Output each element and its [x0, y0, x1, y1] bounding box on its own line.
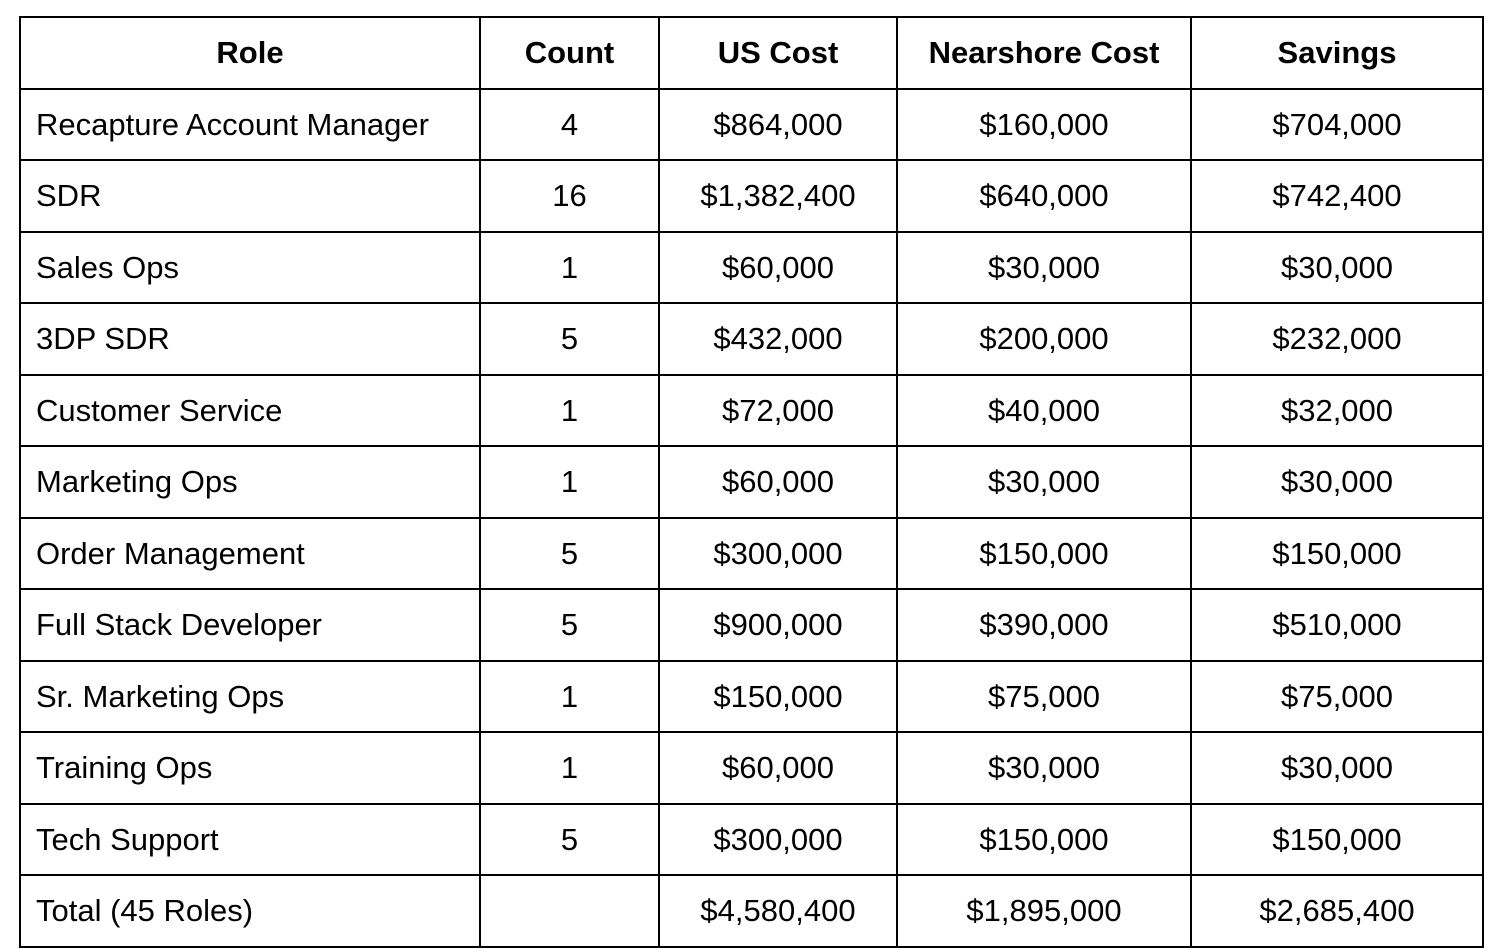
table-row: [20, 732, 1483, 804]
table-row: [20, 89, 1483, 161]
cell-count: 1: [480, 732, 659, 804]
cell-nearshore-cost: $640,000: [897, 160, 1191, 232]
table-row: [20, 518, 1483, 590]
cell-role: Tech Support: [20, 804, 480, 876]
cell-savings: $232,000: [1191, 303, 1483, 375]
header-nearshore-cost: Nearshore Cost: [897, 17, 1191, 89]
cell-savings: $150,000: [1191, 804, 1483, 876]
table-row: [20, 589, 1483, 661]
cell-role: Recapture Account Manager: [20, 89, 480, 161]
cell-nearshore-cost: $75,000: [897, 661, 1191, 733]
cell-us-cost: $900,000: [659, 589, 897, 661]
cell-role: 3DP SDR: [20, 303, 480, 375]
cell-count: 1: [480, 232, 659, 304]
cell-count: 5: [480, 589, 659, 661]
cell-savings: $30,000: [1191, 446, 1483, 518]
table-row: [20, 232, 1483, 304]
cell-role: Full Stack Developer: [20, 589, 480, 661]
cell-us-cost: $1,382,400: [659, 160, 897, 232]
cell-nearshore-cost: $200,000: [897, 303, 1191, 375]
header-count: Count: [480, 17, 659, 89]
cell-role: Customer Service: [20, 375, 480, 447]
total-nearshore-cost: $1,895,000: [897, 875, 1191, 947]
cell-count: 1: [480, 446, 659, 518]
cell-us-cost: $150,000: [659, 661, 897, 733]
cell-role: SDR: [20, 160, 480, 232]
cell-nearshore-cost: $30,000: [897, 446, 1191, 518]
cell-savings: $150,000: [1191, 518, 1483, 590]
header-savings: Savings: [1191, 17, 1483, 89]
cell-us-cost: $60,000: [659, 446, 897, 518]
total-row: [20, 875, 1483, 947]
cell-nearshore-cost: $30,000: [897, 232, 1191, 304]
table-row: [20, 661, 1483, 733]
cell-count: 1: [480, 375, 659, 447]
cell-savings: $32,000: [1191, 375, 1483, 447]
table-row: [20, 303, 1483, 375]
cell-us-cost: $60,000: [659, 232, 897, 304]
total-us-cost: $4,580,400: [659, 875, 897, 947]
cell-role: Order Management: [20, 518, 480, 590]
table-row: [20, 446, 1483, 518]
cell-nearshore-cost: $40,000: [897, 375, 1191, 447]
cell-savings: $30,000: [1191, 732, 1483, 804]
cell-savings: $30,000: [1191, 232, 1483, 304]
total-label: Total (45 Roles): [20, 875, 480, 947]
cell-savings: $75,000: [1191, 661, 1483, 733]
cell-nearshore-cost: $30,000: [897, 732, 1191, 804]
cell-us-cost: $864,000: [659, 89, 897, 161]
cell-nearshore-cost: $150,000: [897, 804, 1191, 876]
cell-role: Marketing Ops: [20, 446, 480, 518]
cell-count: 1: [480, 661, 659, 733]
cell-savings: $704,000: [1191, 89, 1483, 161]
cell-nearshore-cost: $390,000: [897, 589, 1191, 661]
cell-nearshore-cost: $160,000: [897, 89, 1191, 161]
cell-role: Training Ops: [20, 732, 480, 804]
cell-count: 16: [480, 160, 659, 232]
cell-count: 4: [480, 89, 659, 161]
table-row: [20, 804, 1483, 876]
total-count: [480, 875, 659, 947]
cell-us-cost: $300,000: [659, 804, 897, 876]
table-row: [20, 160, 1483, 232]
header-us-cost: US Cost: [659, 17, 897, 89]
cell-us-cost: $72,000: [659, 375, 897, 447]
cell-role: Sr. Marketing Ops: [20, 661, 480, 733]
cell-count: 5: [480, 303, 659, 375]
cost-comparison-table: [19, 16, 1484, 948]
total-savings: $2,685,400: [1191, 875, 1483, 947]
table-header-row: [20, 17, 1483, 89]
table-row: [20, 375, 1483, 447]
cell-count: 5: [480, 804, 659, 876]
header-role: Role: [20, 17, 480, 89]
cell-us-cost: $300,000: [659, 518, 897, 590]
cell-count: 5: [480, 518, 659, 590]
cell-savings: $742,400: [1191, 160, 1483, 232]
cell-nearshore-cost: $150,000: [897, 518, 1191, 590]
cell-role: Sales Ops: [20, 232, 480, 304]
cell-us-cost: $432,000: [659, 303, 897, 375]
cell-us-cost: $60,000: [659, 732, 897, 804]
cell-savings: $510,000: [1191, 589, 1483, 661]
